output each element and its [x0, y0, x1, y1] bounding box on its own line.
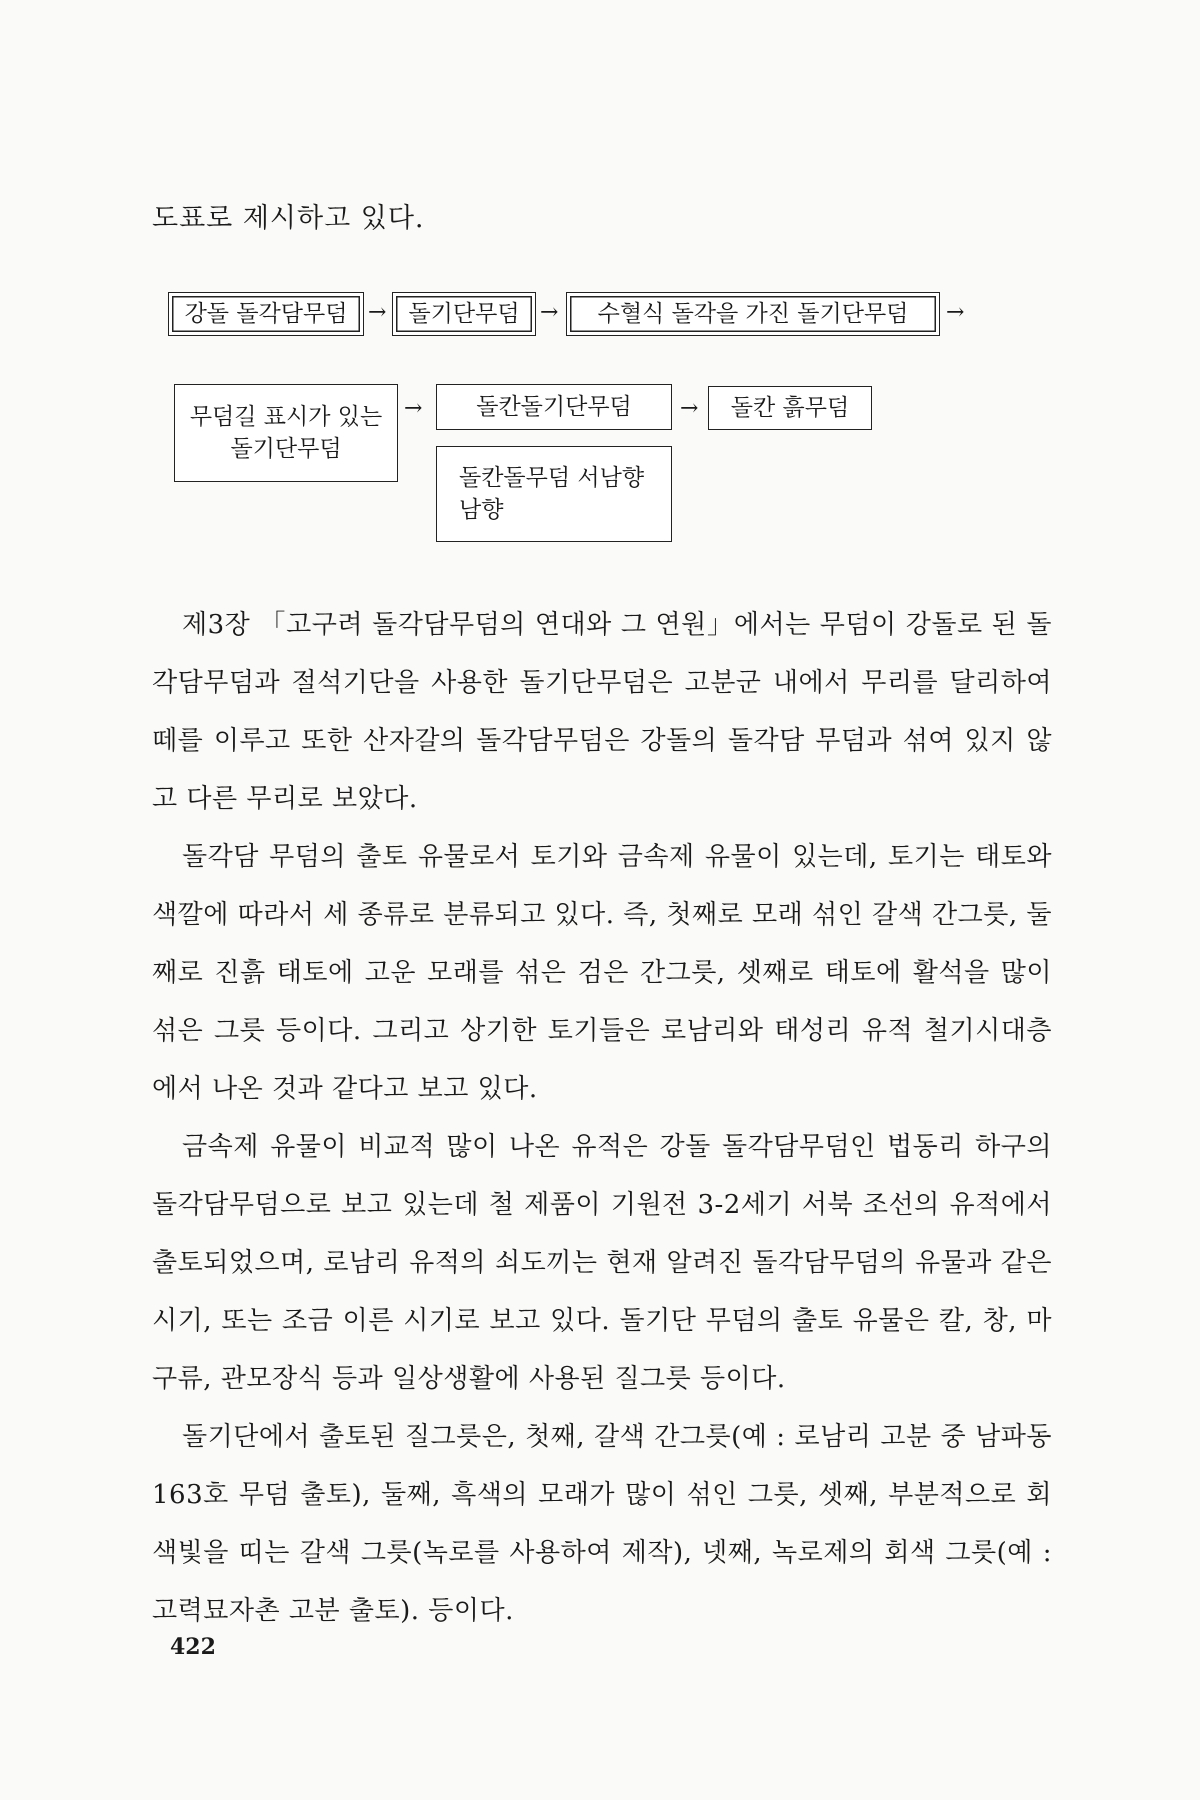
- diagram-box-stone-platform-tomb: [392, 292, 536, 336]
- diagram-box-label: 남향: [459, 497, 504, 523]
- diagram-box-label: 돌기단무덤: [230, 436, 342, 462]
- paragraph: 제3장 「고구려 돌각담무덤의 연대와 그 연원」에서는 무덤이 강돌로 된 돌각담무덤과 절석기단을 사용한 돌기단무덤은 고분군 내에서 무리를 달리하여 떼를 이루고 또한 산자갈의 돌각담무덤은 강돌의 돌각담 무덤과 섞여 있지 않고 다른 무리로 보았다.: [152, 610, 1052, 814]
- diagram-box-label: 강돌 돌각담무덤: [184, 300, 348, 327]
- diagram-box-label: 돌칸 흙무덤: [730, 394, 850, 421]
- diagram-box-chamber-stone-tomb-orientation: [436, 446, 672, 542]
- diagram-box-label: 무덤길 표시가 있는: [189, 403, 383, 430]
- body-text: [152, 596, 1052, 1640]
- diagram-box-river-stone-tomb: [168, 292, 364, 336]
- diagram-arrow: →: [368, 300, 387, 325]
- diagram-box-label: 돌기단무덤: [408, 300, 520, 327]
- diagram-box-chamber-stone-platform-tomb: [436, 384, 672, 430]
- paragraph: 돌각담 무덤의 출토 유물로서 토기와 금속제 유물이 있는데, 토기는 태토와 색깔에 따라서 세 종류로 분류되고 있다. 즉, 첫째로 모래 섞인 갈색 간그릇, 둘째로 진흙 태토에 고운 모래를 섞은 검은 간그릇, 셋째로 태토에 활석을 많이 섞은 그릇 등이다. 그리고 상기한 토기들은 로남리와 태성리 유적 철기시대층에서 나온 것과 같다고 보고 있다.: [152, 842, 1052, 1104]
- diagram-box-pit-stone-platform-tomb: [566, 292, 940, 336]
- diagram-box-chamber-earth-tomb: [708, 386, 872, 430]
- diagram-arrow: →: [680, 396, 699, 421]
- diagram-box-label: 수혈식 돌각을 가진 돌기단무덤: [597, 300, 909, 327]
- diagram-arrow: →: [404, 396, 423, 421]
- intro-line: 도표로 제시하고 있다.: [152, 203, 425, 234]
- diagram-arrow: →: [946, 300, 965, 325]
- paragraph: 돌기단에서 출토된 질그릇은, 첫째, 갈색 간그릇(예 : 로남리 고분 중 남파동 163호 무덤 출토), 둘째, 흑색의 모래가 많이 섞인 그릇, 셋째, 부분적으로 회색빛을 띠는 갈색 그릇(녹로를 사용하여 제작), 넷째, 녹로제의 회색 그릇(예 : 고력묘자촌 고분 출토). 등이다.: [152, 1422, 1052, 1626]
- diagram-box-label: 돌칸돌무덤 서남향: [459, 464, 645, 491]
- diagram-arrow: →: [540, 300, 559, 325]
- paragraph: 금속제 유물이 비교적 많이 나온 유적은 강돌 돌각담무덤인 법동리 하구의 돌각담무덤으로 보고 있는데 철 제품이 기원전 3-2세기 서북 조선의 유적에서 출토되었으며, 로남리 유적의 쇠도끼는 현재 알려진 돌각담무덤의 유물과 같은 시기, 또는 조금 이른 시기로 보고 있다. 돌기단 무덤의 출토 유물은 칼, 창, 마구류, 관모장식 등과 일상생활에 사용된 질그릇 등이다.: [152, 1132, 1052, 1394]
- page-number: 422: [170, 1634, 216, 1660]
- diagram-box-passage-stone-platform-tomb: [174, 384, 398, 482]
- diagram-box-label: 돌칸돌기단무덤: [476, 393, 632, 420]
